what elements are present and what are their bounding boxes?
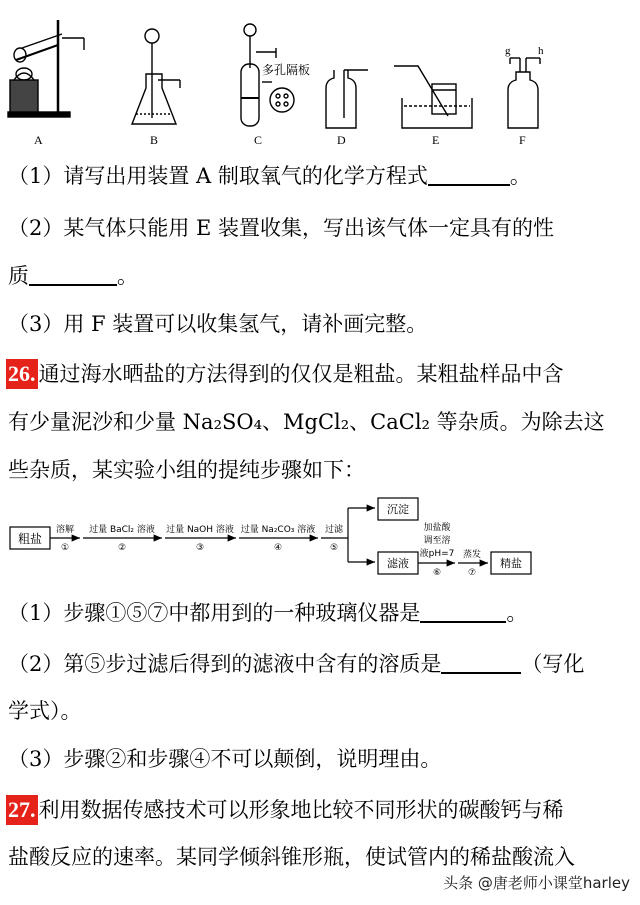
apparatus-f [508,58,540,128]
answer-blank[interactable] [428,164,510,186]
q26-part2: （2）第⑤步过滤后得到的滤液中含有的溶质是 （写化 [8,652,585,676]
answer-blank[interactable] [441,652,521,674]
flow-product: 精盐 [500,557,522,570]
apparatus-figure [0,8,640,150]
porous-plate-label: 多孔隔板 [262,63,311,77]
apparatus-label: C [254,133,263,147]
apparatus-label: E [432,133,440,147]
q26-intro-line3: 些杂质，某实验小组的提纯步骤如下： [8,458,365,482]
flow-step-label: 过量 Na₂CO₃ 溶液 [240,525,316,535]
flow-step6-line: 液pH=7 [419,549,455,559]
flow-step-number: ② [117,543,127,553]
port-label: g [505,45,511,57]
flow-step-number: ⑥ [432,568,442,578]
flow-step-number: ① [60,543,70,553]
purification-flowchart [0,490,640,585]
apparatus-label: A [34,133,43,147]
flow-precipitate: 沉淀 [387,503,409,516]
q25-part1: （1）请写出用装置 A 制取氧气的化学方程式 。 [8,164,531,188]
apparatus-a [8,20,84,117]
flow-step-label: 溶解 [55,525,75,535]
port-label: h [538,45,544,57]
apparatus-label: D [337,133,346,147]
apparatus-d [326,70,368,128]
question-number: 26. [6,359,38,389]
q26-intro-line1: 26. 通过海水晒盐的方法得到的仅仅是粗盐。某粗盐样品中含 [6,359,564,389]
flow-step-number: ⑤ [329,543,339,553]
q25-part2-line1: （2）某气体只能用 E 装置收集，写出该气体一定具有的性 [8,216,555,240]
q26-part1: （1）步骤①⑤⑦中都用到的一种玻璃仪器是 。 [8,601,528,625]
apparatus-label: B [150,133,159,147]
q25-part3: （3）用 F 装置可以收集氢气，请补画完整。 [8,312,428,336]
q26-part3: （3）步骤②和步骤④不可以颠倒，说明理由。 [8,747,442,771]
q27-line1: 27. 利用数据传感技术可以形象地比较不同形状的碳酸钙与稀 [6,795,564,825]
flow-step6-line: 调至溶 [423,536,451,546]
q27-line2: 盐酸反应的速率。某同学倾斜锥形瓶，使试管内的稀盐酸流入 [8,845,575,869]
flow-step-number: ⑦ [467,568,477,578]
apparatus-label: F [519,133,526,147]
flow-step-label: 蒸发 [462,550,482,560]
question-number: 27. [6,795,38,825]
flow-step-label: 过滤 [324,525,344,535]
flow-step-label: 过量 BaCl₂ 溶液 [89,525,155,535]
answer-blank[interactable] [29,264,117,286]
q26-intro-line2: 有少量泥沙和少量 Na₂SO₄、MgCl₂、CaCl₂ 等杂质。为除去这 [8,410,605,434]
watermark: 头条 @唐老师小课堂harley [443,874,630,892]
flow-step-number: ④ [273,543,283,553]
flow-step-label: 过量 NaOH 溶液 [166,525,234,535]
flow-step-number: ③ [195,543,205,553]
q26-part2-line2: 学式）。 [8,699,82,723]
flow-step6-line: 加盐酸 [423,523,451,533]
q25-part2-line2: 质 。 [8,264,138,288]
apparatus-b [132,29,180,124]
apparatus-e [394,66,472,128]
flow-filtrate: 滤液 [387,557,409,570]
answer-blank[interactable] [420,601,506,623]
flow-start: 粗盐 [17,532,43,546]
